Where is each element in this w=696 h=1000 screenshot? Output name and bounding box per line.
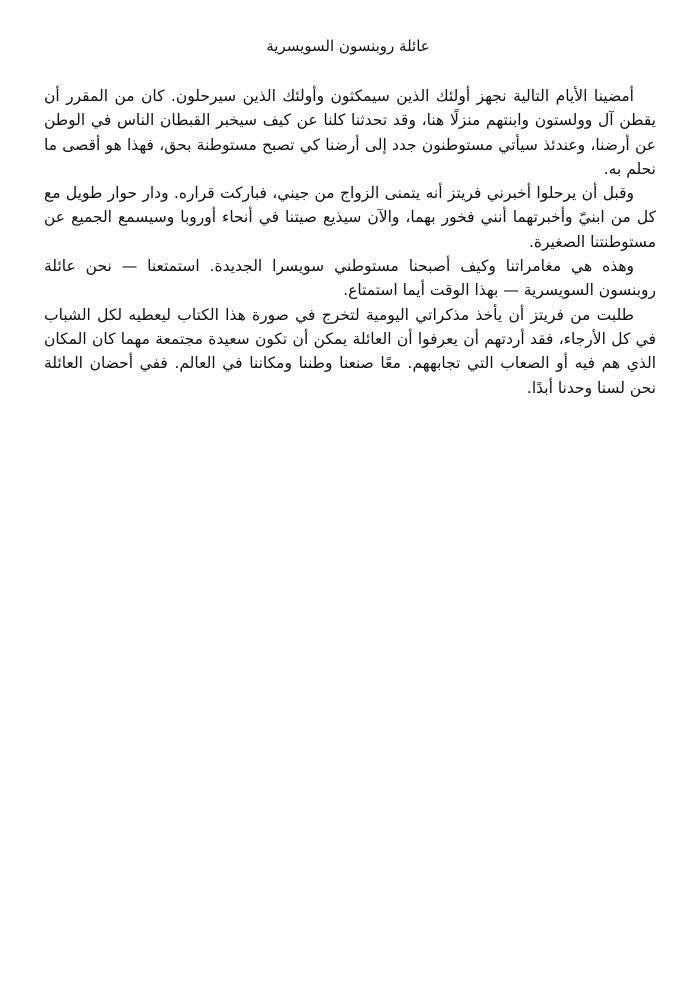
paragraph: أمضينا الأيام التالية نجهز أولئك الذين سيمكثون وأولئك الذين سيرحلون. كان من المقرر أن يقطن آل وولستون وابنتهم منزلًا هنا، وقد تحدثنا كلنا عن كيف سيخبر القبطان الناس في الوطن عن أرضنا، وعندئذ سيأتي مستوطنون جدد إلى أرضنا كي تصبح مستوطنة بحق، فهذا هو أقصى ما نحلم به. <box>44 87 656 178</box>
page-body <box>44 84 656 400</box>
paragraph: وقبل أن يرحلوا أخبرني فريتز أنه يتمنى الزواج من جيني، فباركت قراره. ودار حوار طويل مع كل من ابنيّ وأخبرتهما أنني فخور بهما، والآن سيذيع صيتنا في أنحاء أوروبا وسيسمع الجميع عن مستوطنتنا الصغيرة. <box>44 184 656 251</box>
running-header-title: عائلة روبنسون السويسرية <box>266 37 430 55</box>
paragraph: وهذه هي مغامراتنا وكيف أصبحنا مستوطني سويسرا الجديدة. استمتعنا — نحن عائلة روبنسون السويسرية — بهذا الوقت أيما استمتاع. <box>44 257 656 300</box>
paragraph: طلبت من فريتز أن يأخذ مذكراتي اليومية لتخرج في صورة هذا الكتاب ليعطيه لكل الشباب في كل الأرجاء، فقد أردتهم أن يعرفوا أن العائلة يمكن أن تكون سعيدة مجتمعة مهما كان المكان الذي هم فيه أو الصعاب التي تجابههم. معًا صنعنا وطننا ومكاننا في العالم. ففي أحضان العائلة نحن لسنا وحدنا أبدًا. <box>44 305 656 397</box>
